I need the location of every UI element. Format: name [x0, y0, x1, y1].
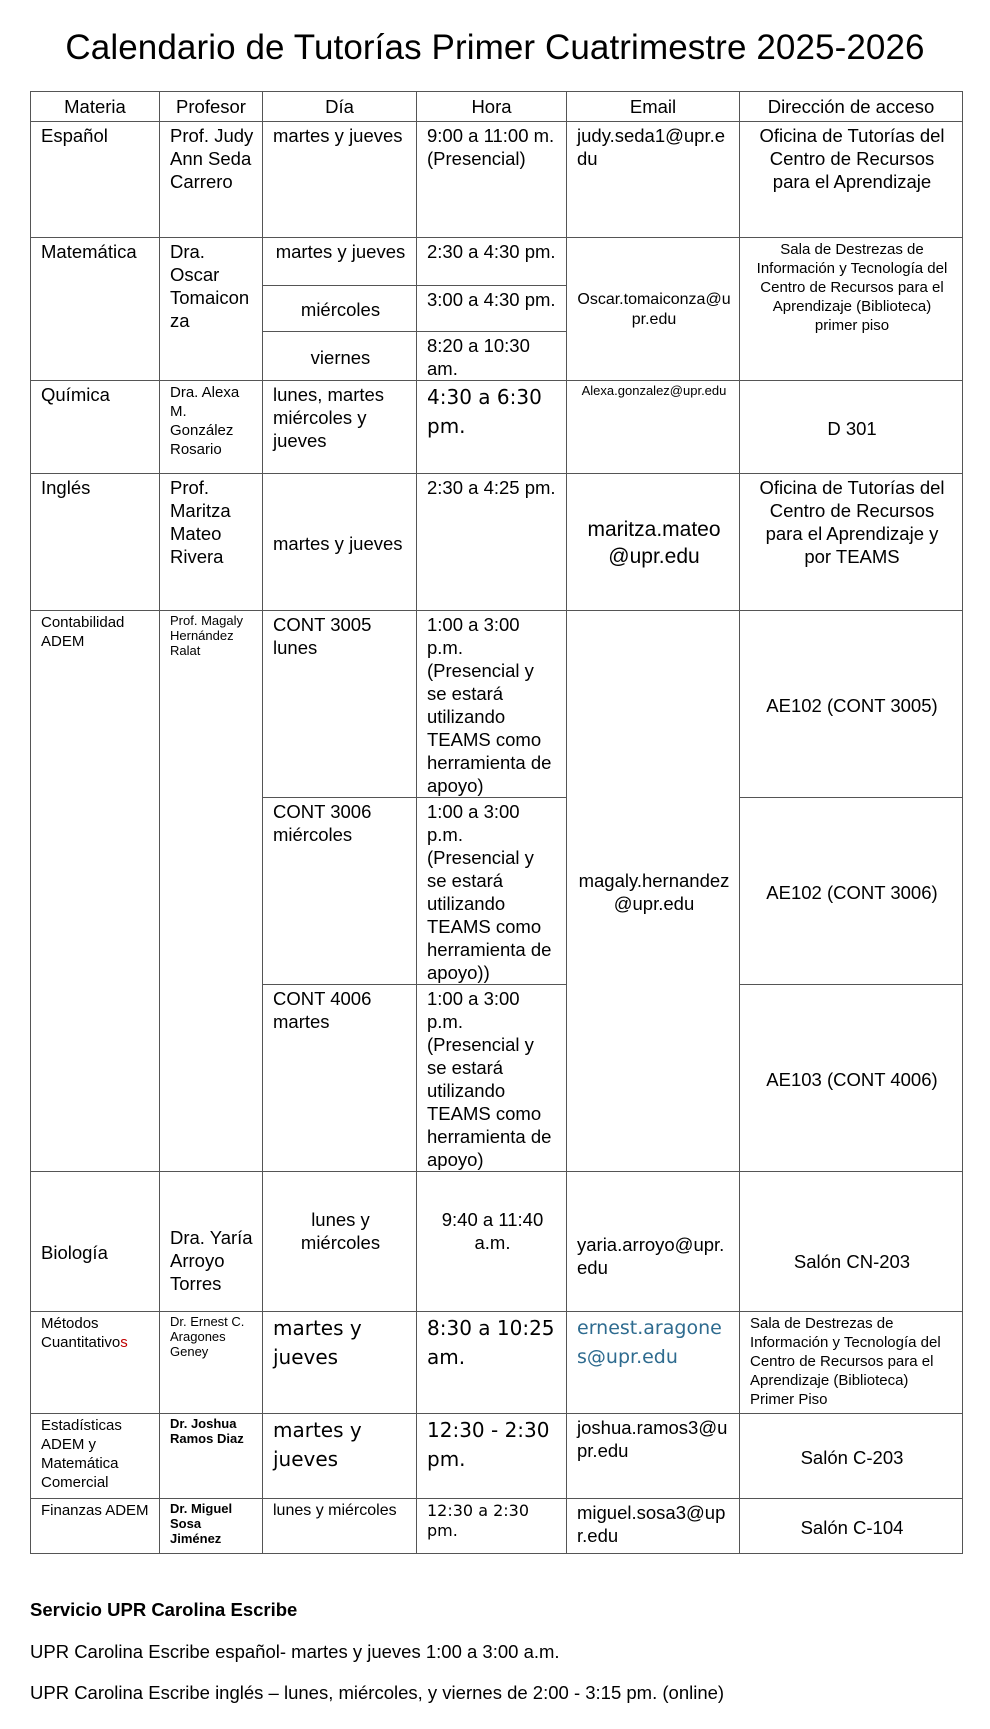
- table-row: [31, 1414, 963, 1499]
- materia-cell: Español: [31, 122, 160, 238]
- hora-cell: 1:00 a 3:00 p.m. (Presencial y se estará utilizando TEAMS como herramienta de apoyo): [417, 985, 567, 1172]
- materia-text: Métodos Cuantitativo: [41, 1315, 121, 1351]
- direccion-cell: AE102 (CONT 3005): [740, 611, 963, 798]
- table-row: [31, 381, 963, 474]
- header-direccion: Dirección de acceso: [740, 92, 963, 122]
- table-row: [31, 238, 963, 286]
- dia-cell: CONT 3005 lunes: [263, 611, 417, 798]
- table-row: [31, 1499, 963, 1554]
- hora-cell: 9:00 a 11:00 m. (Presencial): [417, 122, 567, 238]
- footer-line-espanol: UPR Carolina Escribe español- martes y jueves 1:00 a 3:00 a.m.: [30, 1641, 560, 1662]
- direccion-cell: Sala de Destrezas de Información y Tecnología del Centro de Recursos para el Aprendizaje (Biblioteca) Primer Piso: [740, 1312, 963, 1414]
- dia-cell: lunes y miércoles: [263, 1172, 417, 1312]
- header-materia: Materia: [31, 92, 160, 122]
- email-cell[interactable]: miguel.sosa3@upr.edu: [567, 1499, 740, 1554]
- materia-cell: Contabilidad ADEM: [31, 611, 160, 1172]
- profesor-cell: Dr. Ernest C. Aragones Geney: [160, 1312, 263, 1414]
- footer-heading: Servicio UPR Carolina Escribe: [30, 1599, 298, 1620]
- materia-cell: Finanzas ADEM: [31, 1499, 160, 1554]
- direccion-cell: Salón C-203: [740, 1414, 963, 1499]
- profesor-cell: Dra. Oscar Tomaiconza: [160, 238, 263, 381]
- direccion-cell: Salón CN-203: [740, 1172, 963, 1312]
- hora-cell: 12:30 a 2:30 pm.: [417, 1499, 567, 1554]
- materia-cell: Química: [31, 381, 160, 474]
- profesor-cell: Dr. Miguel Sosa Jiménez: [160, 1499, 263, 1554]
- table-row: [31, 474, 963, 611]
- email-cell[interactable]: joshua.ramos3@upr.edu: [567, 1414, 740, 1499]
- dia-cell: martes y jueves: [263, 238, 417, 286]
- dia-cell: lunes, martes miércoles y jueves: [263, 381, 417, 474]
- table-row: [31, 122, 963, 238]
- direccion-cell: Oficina de Tutorías del Centro de Recursos para el Aprendizaje: [740, 122, 963, 238]
- profesor-cell: Dra. Yaría Arroyo Torres: [160, 1172, 263, 1312]
- dia-cell: lunes y miércoles: [263, 1499, 417, 1554]
- hora-cell: 2:30 a 4:30 pm.: [417, 238, 567, 286]
- dia-cell: miércoles: [263, 286, 417, 332]
- dia-cell: CONT 4006 martes: [263, 985, 417, 1172]
- email-cell[interactable]: yaria.arroyo@upr.edu: [567, 1172, 740, 1312]
- direccion-cell: Salón C-104: [740, 1499, 963, 1554]
- hora-cell: 3:00 a 4:30 pm.: [417, 286, 567, 332]
- hora-cell: 2:30 a 4:25 pm.: [417, 474, 567, 611]
- materia-text-red: s: [120, 1334, 128, 1351]
- direccion-cell: Sala de Destrezas de Información y Tecnología del Centro de Recursos para el Aprendizaje (Biblioteca) primer piso: [740, 238, 963, 381]
- profesor-cell: Prof. Judy Ann Seda Carrero: [160, 122, 263, 238]
- dia-cell: CONT 3006 miércoles: [263, 798, 417, 985]
- header-hora: Hora: [417, 92, 567, 122]
- table-row: [31, 611, 963, 798]
- dia-cell: martes y jueves: [263, 1312, 417, 1414]
- profesor-cell: Dra. Alexa M. González Rosario: [160, 381, 263, 474]
- footer-line-ingles: UPR Carolina Escribe inglés – lunes, miércoles, y viernes de 2:00 - 3:15 pm. (online): [30, 1682, 725, 1703]
- dia-cell: viernes: [263, 332, 417, 381]
- table-row: [31, 1312, 963, 1414]
- header-profesor: Profesor: [160, 92, 263, 122]
- email-cell[interactable]: magaly.hernandez@upr.edu: [567, 611, 740, 1172]
- email-cell[interactable]: judy.seda1@upr.edu: [567, 122, 740, 238]
- hora-cell: 4:30 a 6:30 pm.: [417, 381, 567, 474]
- hora-cell: 8:30 a 10:25 am.: [417, 1312, 567, 1414]
- materia-cell: Matemática: [31, 238, 160, 381]
- profesor-cell: Prof. Maritza Mateo Rivera: [160, 474, 263, 611]
- direccion-cell: Oficina de Tutorías del Centro de Recursos para el Aprendizaje y por TEAMS: [740, 474, 963, 611]
- materia-cell: Estadísticas ADEM y Matemática Comercial: [31, 1414, 160, 1499]
- hora-cell: 1:00 a 3:00 p.m. (Presencial y se estará utilizando TEAMS como herramienta de apoyo)): [417, 798, 567, 985]
- dia-cell: martes y jueves: [263, 474, 417, 611]
- materia-cell: Inglés: [31, 474, 160, 611]
- hora-cell: 12:30 - 2:30 pm.: [417, 1414, 567, 1499]
- hora-cell: 1:00 a 3:00 p.m. (Presencial y se estará utilizando TEAMS como herramienta de apoyo): [417, 611, 567, 798]
- dia-cell: martes y jueves: [263, 1414, 417, 1499]
- profesor-cell: Prof. Magaly Hernández Ralat: [160, 611, 263, 1172]
- materia-cell: [31, 1312, 160, 1414]
- table-row: [31, 1172, 963, 1312]
- email-cell[interactable]: Oscar.tomaiconza@upr.edu: [567, 238, 740, 381]
- header-email: Email: [567, 92, 740, 122]
- direccion-cell: D 301: [740, 381, 963, 474]
- header-dia: Día: [263, 92, 417, 122]
- email-cell[interactable]: Alexa.gonzalez@upr.edu: [567, 381, 740, 474]
- page-title: Calendario de Tutorías Primer Cuatrimestre 2025-2026: [65, 28, 925, 67]
- profesor-cell: Dr. Joshua Ramos Diaz: [160, 1414, 263, 1499]
- hora-cell: 8:20 a 10:30 am.: [417, 332, 567, 381]
- direccion-cell: AE103 (CONT 4006): [740, 985, 963, 1172]
- direccion-cell: AE102 (CONT 3006): [740, 798, 963, 985]
- materia-cell: Biología: [31, 1172, 160, 1312]
- hora-cell: 9:40 a 11:40 a.m.: [417, 1172, 567, 1312]
- tutoring-schedule-table: [30, 91, 963, 1554]
- email-cell[interactable]: maritza.mateo@upr.edu: [567, 474, 740, 611]
- table-header-row: [31, 92, 963, 122]
- email-cell[interactable]: ernest.aragones@upr.edu: [567, 1312, 740, 1414]
- dia-cell: martes y jueves: [263, 122, 417, 238]
